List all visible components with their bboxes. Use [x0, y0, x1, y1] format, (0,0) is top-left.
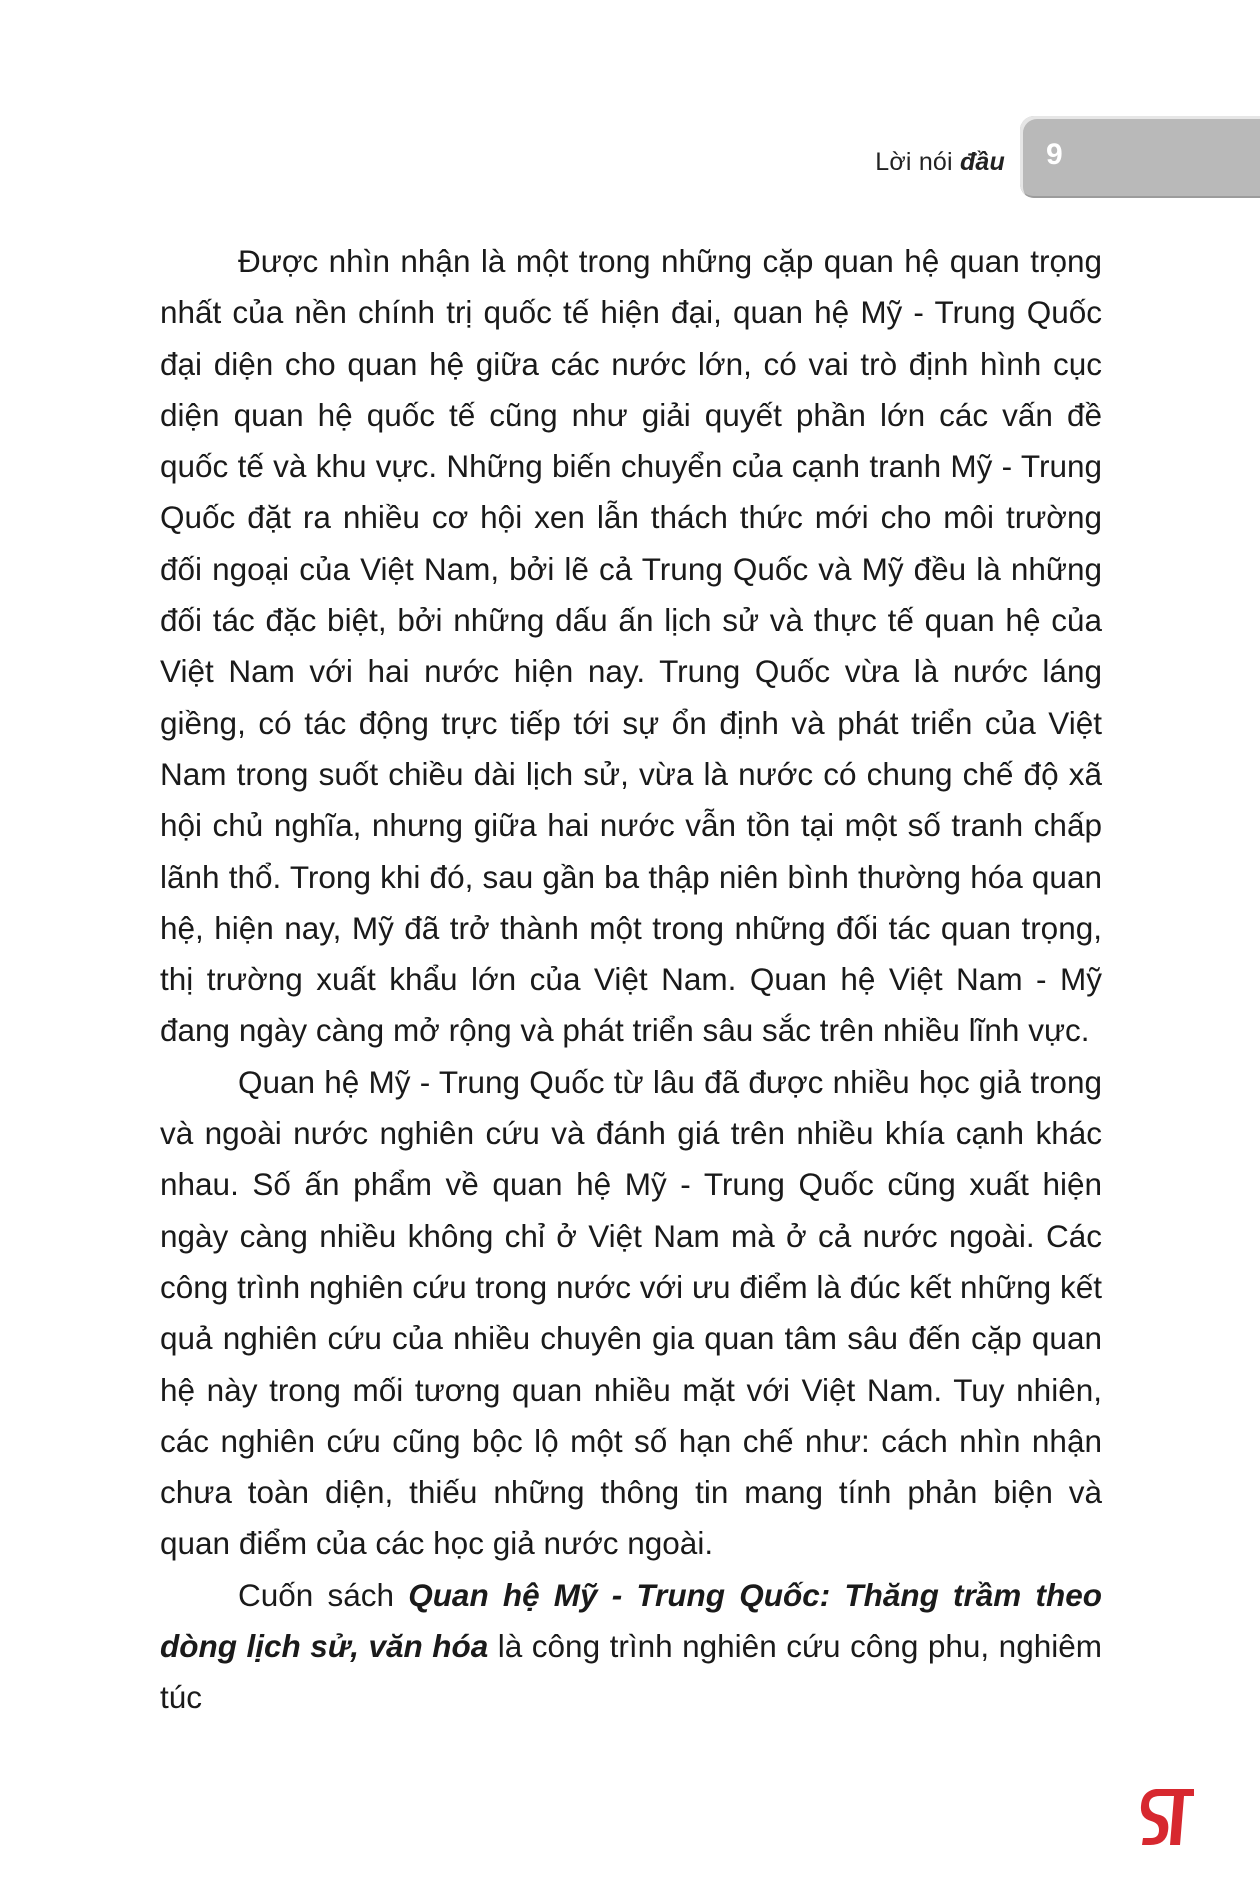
running-header-emphasis: đầu [959, 148, 1005, 176]
running-header [875, 148, 1005, 177]
running-header-title: Lời nói [875, 148, 960, 176]
st-logo-icon [1140, 1785, 1200, 1849]
page-number: 9 [1046, 138, 1063, 171]
paragraph-1: Được nhìn nhận là một trong những cặp quan hệ quan trọng nhất của nền chính trị quốc tế hiện đại, quan hệ Mỹ - Trung Quốc đại diện cho quan hệ giữa các nước lớn, có vai trò định hình cục diện quan hệ quốc tế cũng như giải quyết phần lớn các vấn đề quốc tế và khu vực. Những biến chuyển của cạnh tranh Mỹ - Trung Quốc đặt ra nhiều cơ hội xen lẫn thách thức mới cho môi trường đối ngoại của Việt Nam, bởi lẽ cả Trung Quốc và Mỹ đều là những đối tác đặc biệt, bởi những dấu ấn lịch sử và thực tế quan hệ của Việt Nam với hai nước hiện nay. Trung Quốc vừa là nước láng giềng, có tác động trực tiếp tới sự ổn định và phát triển của Việt Nam trong suốt chiều dài lịch sử, vừa là nước có chung chế độ xã hội chủ nghĩa, nhưng giữa hai nước vẫn tồn tại một số tranh chấp lãnh thổ. Trong khi đó, sau gần ba thập niên bình thường hóa quan hệ, hiện nay, Mỹ đã trở thành một trong những đối tác quan trọng, thị trường xuất khẩu lớn của Việt Nam. Quan hệ Việt Nam - Mỹ đang ngày càng mở rộng và phát triển sâu sắc trên nhiều lĩnh vực. [160, 243, 1102, 1049]
body-text [160, 236, 1102, 1724]
paragraph-3-rest: là công trình nghiên cứu công phu, nghiêm túc [160, 1628, 1102, 1716]
book-title: Quan hệ Mỹ - Trung Quốc: Thăng trầm theo dòng lịch sử, văn hóa [160, 1576, 1102, 1665]
paragraph-3 [160, 1570, 1102, 1724]
paragraph-2: Quan hệ Mỹ - Trung Quốc từ lâu đã được nhiều học giả trong và ngoài nước nghiên cứu và đánh giá trên nhiều khía cạnh khác nhau. Số ấn phẩm về quan hệ Mỹ - Trung Quốc cũng xuất hiện ngày càng nhiều không chỉ ở Việt Nam mà ở cả nước ngoài. Các công trình nghiên cứu trong nước với ưu điểm là đúc kết những kết quả nghiên cứu của nhiều chuyên gia quan tâm sâu đến cặp quan hệ này trong mối tương quan nhiều mặt với Việt Nam. Tuy nhiên, các nghiên cứu cũng bộc lộ một số hạn chế như: cách nhìn nhận chưa toàn diện, thiếu những thông tin mang tính phản biện và quan điểm của các học giả nước ngoài. [160, 1063, 1102, 1562]
paragraph-3-lead: Cuốn sách [238, 1576, 409, 1613]
